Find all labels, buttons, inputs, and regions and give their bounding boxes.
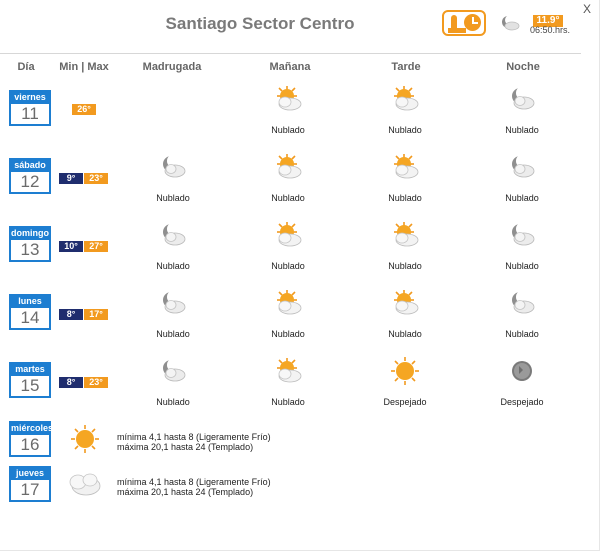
min-temperature: 9° — [59, 173, 83, 184]
condition-label: Nublado — [156, 397, 190, 407]
sun-cloud-icon — [273, 288, 303, 318]
moon-cloud-icon — [507, 288, 537, 318]
date-box[interactable] — [9, 294, 51, 330]
moon-cloud-icon — [507, 220, 537, 250]
max-temperature: 23° — [84, 377, 108, 388]
page-title: Santiago Sector Centro — [165, 14, 355, 33]
condition-label: Nublado — [271, 193, 305, 203]
max-range-text: máxima 20,1 hasta 24 (Templado) — [117, 487, 254, 497]
max-temperature: 23° — [84, 173, 108, 184]
min-range-text: mínima 4,1 hasta 8 (Ligeramente Frío) — [117, 477, 271, 487]
condition-label: Nublado — [388, 125, 422, 135]
sun-cloud-icon — [390, 152, 420, 182]
condition-label: Nublado — [271, 397, 305, 407]
current-time: 06:50.hrs. — [530, 25, 571, 35]
day-name: miércoles — [11, 423, 54, 433]
max-temperature: 26° — [72, 104, 96, 115]
condition-label: Nublado — [271, 125, 305, 135]
cloud-icon — [66, 469, 102, 499]
date-box[interactable] — [9, 226, 51, 262]
min-temperature: 8° — [59, 309, 83, 320]
day-name: lunes — [11, 296, 49, 308]
station-clock-button[interactable] — [442, 10, 486, 36]
sun-cloud-icon — [390, 84, 420, 114]
day-number: 14 — [20, 308, 40, 327]
column-header-noche: Noche — [506, 61, 540, 73]
column-header-day: Día — [17, 61, 35, 73]
day-name: domingo — [11, 228, 49, 238]
moon-cloud-icon — [158, 220, 188, 250]
sun-cloud-icon — [273, 152, 303, 182]
condition-label: Nublado — [505, 193, 539, 203]
condition-label: Despejado — [383, 397, 427, 407]
header-divider — [0, 53, 581, 54]
day-number: 13 — [20, 240, 40, 259]
thermometer-icon — [451, 15, 457, 29]
min-temperature: 8° — [59, 377, 83, 388]
condition-label: Nublado — [505, 125, 539, 135]
day-number: 12 — [20, 172, 40, 191]
max-range-text: máxima 20,1 hasta 24 (Templado) — [117, 442, 254, 452]
sun-cloud-icon — [273, 220, 303, 250]
day-number: 11 — [21, 104, 39, 123]
close-button[interactable]: X — [583, 2, 592, 16]
sun-icon — [390, 356, 420, 386]
date-box[interactable] — [9, 362, 51, 398]
max-temperature: 27° — [84, 241, 108, 252]
date-box[interactable] — [9, 421, 54, 457]
current-condition-icon — [500, 14, 520, 32]
condition-label: Nublado — [156, 329, 190, 339]
sun-cloud-icon — [273, 84, 303, 114]
day-number: 15 — [20, 376, 40, 395]
day-name: jueves — [11, 468, 49, 480]
moon-icon — [507, 356, 537, 386]
day-name: martes — [11, 364, 49, 376]
day-name: viernes — [11, 92, 49, 104]
station-base-icon — [448, 28, 466, 33]
date-box[interactable] — [9, 466, 51, 502]
min-temperature: 10° — [59, 241, 83, 252]
column-header-minmax: Min | Max — [59, 61, 109, 73]
column-header-manana: Mañana — [269, 61, 311, 73]
condition-label: Nublado — [271, 261, 305, 271]
moon-cloud-icon — [158, 288, 188, 318]
column-header-tarde: Tarde — [391, 61, 421, 73]
day-name: sábado — [11, 160, 49, 172]
sun-cloud-icon — [273, 356, 303, 386]
sun-cloud-icon — [390, 220, 420, 250]
sun-icon — [70, 424, 106, 454]
min-range-text: mínima 4,1 hasta 8 (Ligeramente Frío) — [117, 432, 271, 442]
date-box[interactable] — [9, 90, 51, 126]
sun-cloud-icon — [390, 288, 420, 318]
outlook-text — [117, 477, 271, 497]
condition-label: Nublado — [156, 261, 190, 271]
date-box[interactable] — [9, 158, 51, 194]
day-number: 17 — [20, 480, 40, 499]
max-temperature: 17° — [84, 309, 108, 320]
condition-label: Nublado — [505, 261, 539, 271]
column-header-madrugada: Madrugada — [142, 61, 202, 73]
condition-label: Nublado — [388, 193, 422, 203]
moon-cloud-icon — [507, 84, 537, 114]
condition-label: Despejado — [500, 397, 544, 407]
moon-cloud-icon — [158, 152, 188, 182]
moon-cloud-icon — [507, 152, 537, 182]
current-temperature: 11.9° — [533, 15, 563, 27]
day-number: 16 — [20, 435, 40, 454]
condition-label: Nublado — [156, 193, 190, 203]
condition-label: Nublado — [271, 329, 305, 339]
condition-label: Nublado — [388, 261, 422, 271]
moon-cloud-icon — [158, 356, 188, 386]
condition-label: Nublado — [505, 329, 539, 339]
condition-label: Nublado — [388, 329, 422, 339]
outlook-text — [117, 432, 271, 452]
clock-icon — [464, 14, 481, 31]
